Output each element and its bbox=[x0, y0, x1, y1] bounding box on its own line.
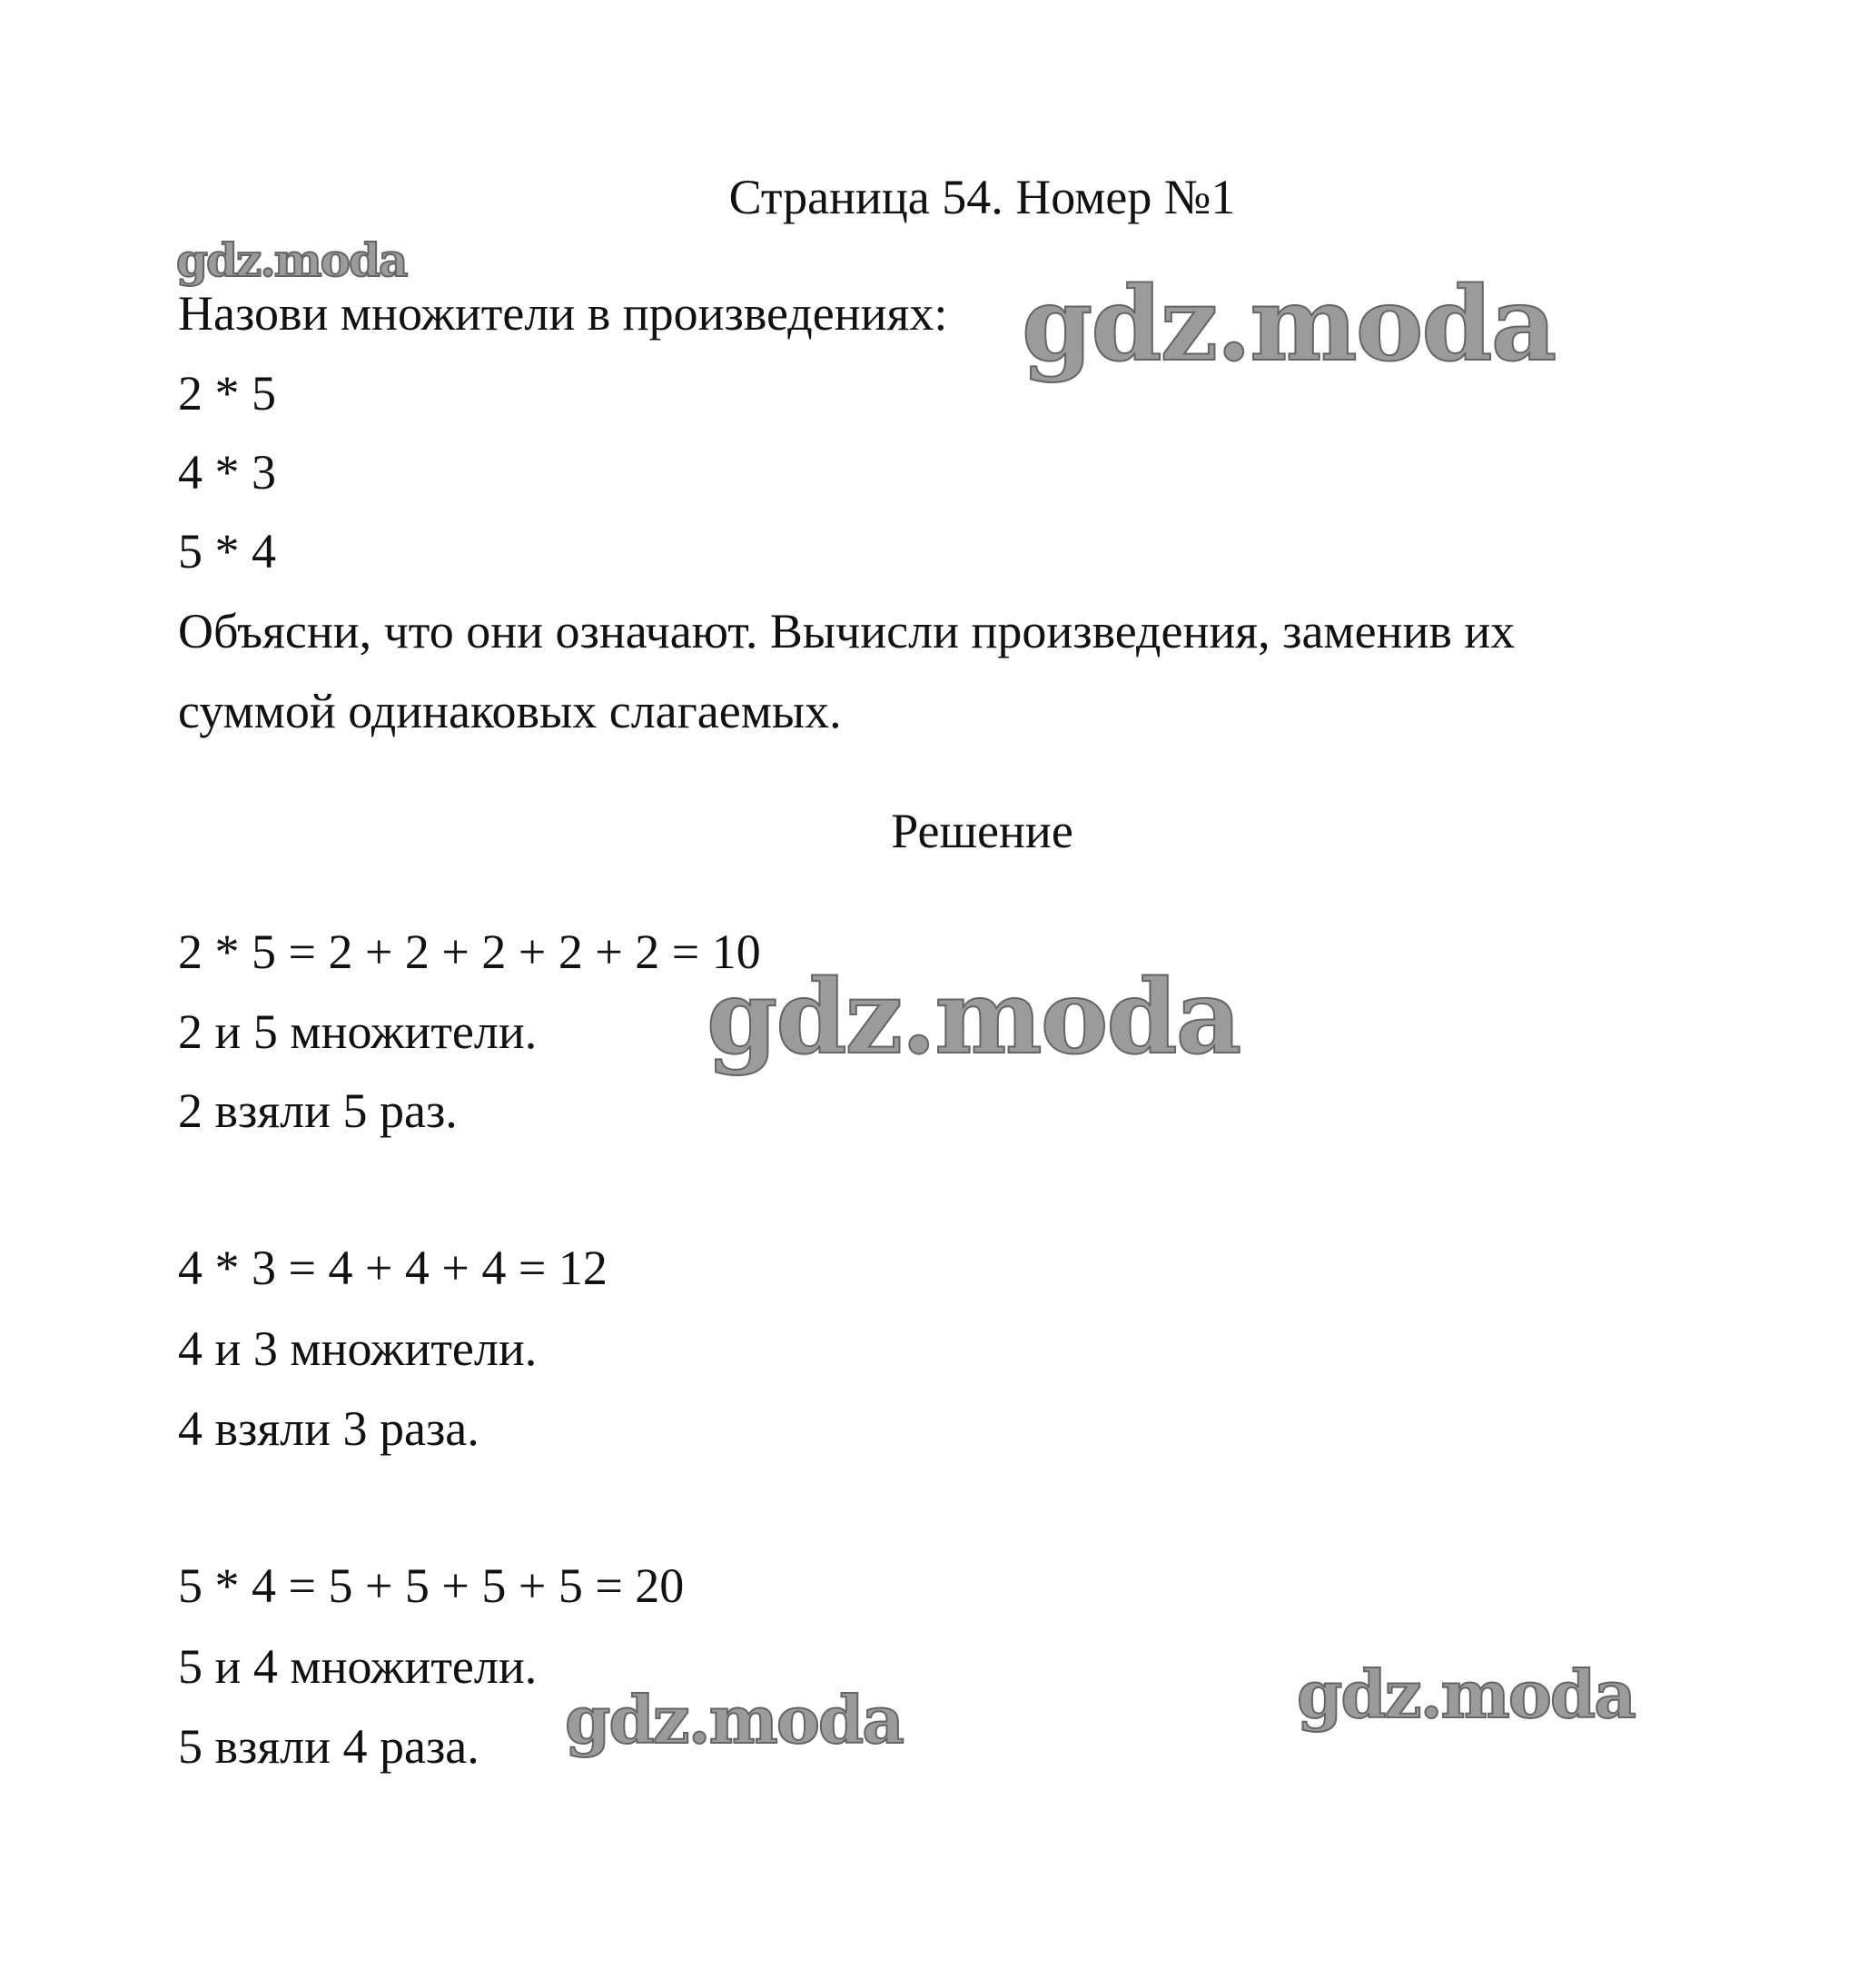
watermark: gdz.moda bbox=[176, 233, 407, 287]
meaning-2: 4 взяли 3 раза. bbox=[178, 1401, 479, 1456]
factors-2: 4 и 3 множители. bbox=[178, 1321, 538, 1376]
watermark: gdz.moda bbox=[707, 958, 1240, 1077]
product-1: 2 * 5 bbox=[178, 366, 276, 420]
factors-3: 5 и 4 множители. bbox=[178, 1639, 538, 1694]
meaning-3: 5 взяли 4 раза. bbox=[178, 1719, 479, 1774]
watermark: gdz.moda bbox=[1297, 1656, 1635, 1733]
product-3: 5 * 4 bbox=[178, 524, 276, 579]
page-title: Страница 54. Номер №1 bbox=[728, 170, 1236, 224]
instruction-line-2: суммой одинаковых слагаемых. bbox=[178, 684, 842, 738]
watermark: gdz.moda bbox=[1022, 265, 1556, 384]
product-2: 4 * 3 bbox=[178, 445, 276, 499]
factors-1: 2 и 5 множители. bbox=[178, 1004, 538, 1059]
watermark: gdz.moda bbox=[565, 1681, 903, 1758]
equation-2: 4 * 3 = 4 + 4 + 4 = 12 bbox=[178, 1241, 608, 1295]
meaning-1: 2 взяли 5 раз. bbox=[178, 1083, 458, 1138]
equation-3: 5 * 4 = 5 + 5 + 5 + 5 = 20 bbox=[178, 1558, 685, 1613]
solution-heading: Решение bbox=[891, 804, 1073, 858]
instruction-line-1: Объясни, что они означают. Вычисли произведения, заменив их bbox=[178, 604, 1516, 658]
equation-1: 2 * 5 = 2 + 2 + 2 + 2 + 2 = 10 bbox=[178, 925, 761, 979]
task-prompt: Назови множители в произведениях: bbox=[178, 286, 948, 341]
